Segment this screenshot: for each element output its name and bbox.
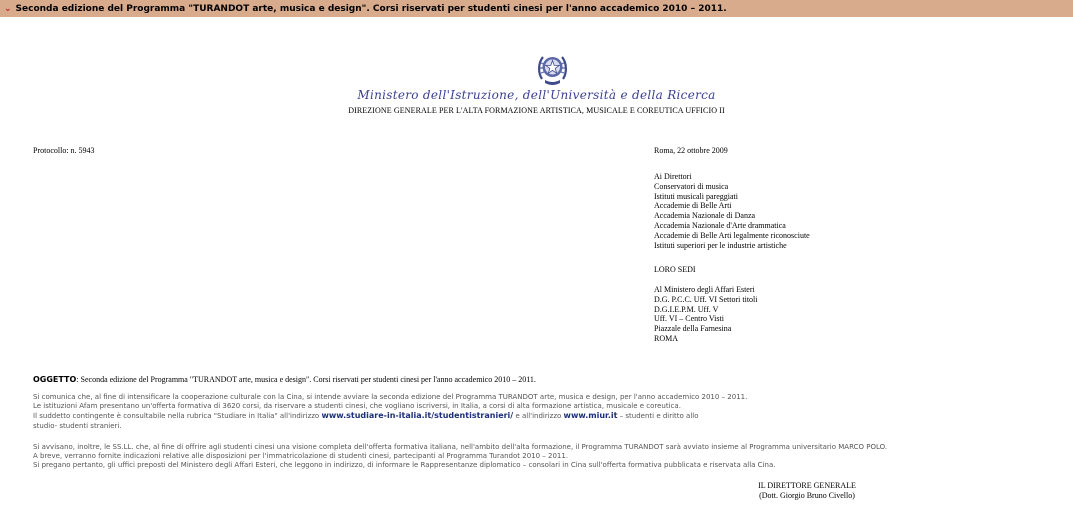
chevron-down-icon[interactable]: ⌄ <box>4 3 12 14</box>
recipient-line: D.G. P.C.C. Uff. VI Settori titoli <box>654 294 758 304</box>
subject-label: OGGETTO <box>33 375 77 384</box>
letter-date: Roma, 22 ottobre 2009 <box>654 146 728 155</box>
recipient-line: Al Ministero degli Affari Esteri <box>654 285 755 294</box>
body-paragraph-2 <box>33 443 887 471</box>
recipient-line: Accademie di Belle Arti legalmente riconosciute <box>654 230 810 240</box>
recipient-line: Ai Direttori <box>654 172 692 181</box>
recipient-line: Istituti superiori per le industrie artistiche <box>654 240 787 250</box>
recipient-line: Istituti musicali pareggiati <box>654 191 738 201</box>
paragraph-line: A breve, verranno fornite indicazioni relative alle disposizioni per l'immatricolazione di studenti cinesi, partecipanti al Programma Turandot 2010 – 2011. <box>33 452 569 461</box>
loro-sedi: LORO SEDI <box>654 265 696 274</box>
recipient-line: Piazzale della Farnesina <box>654 324 732 334</box>
paragraph-text: e all'indirizzo <box>513 412 564 421</box>
republic-emblem-icon <box>536 49 569 87</box>
section-header[interactable] <box>0 0 1073 17</box>
ministry-name: Ministero dell'Istruzione, dell'Università e della Ricerca <box>357 88 716 102</box>
subject-text: : Seconda edizione del Programma "TURANDOT arte, musica e design". Corsi riservati per studenti cinesi per l'anno accademico 2010 – 2011. <box>76 375 536 384</box>
directorate-name: DIREZIONE GENERALE PER L'ALTA FORMAZIONE ARTISTICA, MUSICALE E COREUTICA UFFICIO II <box>348 106 725 115</box>
signature-name: (Dott. Giorgio Bruno Civello) <box>759 491 855 500</box>
subject-line <box>33 375 536 384</box>
recipients-list-mae <box>654 285 758 344</box>
recipient-line: Accademie di Belle Arti <box>654 201 732 211</box>
recipient-line: ROMA <box>654 333 679 343</box>
signature-title: IL DIRETTORE GENERALE <box>758 481 856 490</box>
paragraph-line <box>33 411 747 421</box>
paragraph-text: Il suddetto contingente è consultabile nella rubrica "Studiare in Italia" all'indirizzo <box>33 412 322 421</box>
paragraph-line: studio- studenti stranieri. <box>33 421 122 430</box>
recipient-line: Conservatori di musica <box>654 181 729 191</box>
body-paragraph-1 <box>33 393 747 431</box>
miur-link[interactable]: www.miur.it <box>563 411 618 421</box>
signature-block <box>757 481 857 501</box>
recipients-list <box>654 172 810 250</box>
paragraph-line: Si avvisano, inoltre, le SS.LL. che, al fine di offrire agli studenti cinesi una visione completa dell'offerta formativa italiana, nell'ambito dell'alta formazione, il Programma TURANDOT sarà avviato insieme al Programma universitario MARCO POLO. <box>33 443 888 451</box>
recipient-line: Accademia Nazionale d'Arte drammatica <box>654 220 786 230</box>
protocol-number: Protocollo: n. 5943 <box>33 146 95 155</box>
paragraph-line: Le istituzioni Afam presentano un'offerta formativa di 3620 corsi, da riservare a studenti cinesi, che vogliano iscriversi, in Italia, a corsi di alta formazione artistica, musicale e coreutica. <box>33 402 681 411</box>
recipient-line: Accademia Nazionale di Danza <box>654 211 756 221</box>
paragraph-text: – studenti e diritto allo <box>617 412 699 421</box>
recipient-line: D.G.I.E.P.M. Uff. V <box>654 304 719 314</box>
paragraph-line: Si comunica che, al fine di intensificare la cooperazione culturale con la Cina, si intende avviare la seconda edizione del Programma TURANDOT arte, musica e design, per l'anno accademico 2010 – 2011. <box>33 393 748 401</box>
studiare-in-italia-link[interactable]: www.studiare-in-italia.it/studentistranieri/ <box>321 411 514 421</box>
section-header-title: Seconda edizione del Programma "TURANDOT arte, musica e design". Corsi riservati per studenti cinesi per l'anno accademico 2010 – 2011. <box>15 3 727 14</box>
paragraph-line: Si pregano pertanto, gli uffici preposti del Ministero degli Affari Esteri, che leggono in indirizzo, di informare le Rappresentanze diplomatico – consolari in Cina sull'offerta formativa pubblicata e riservata alla Cina. <box>33 461 776 470</box>
recipient-line: Uff. VI – Centro Visti <box>654 314 724 324</box>
